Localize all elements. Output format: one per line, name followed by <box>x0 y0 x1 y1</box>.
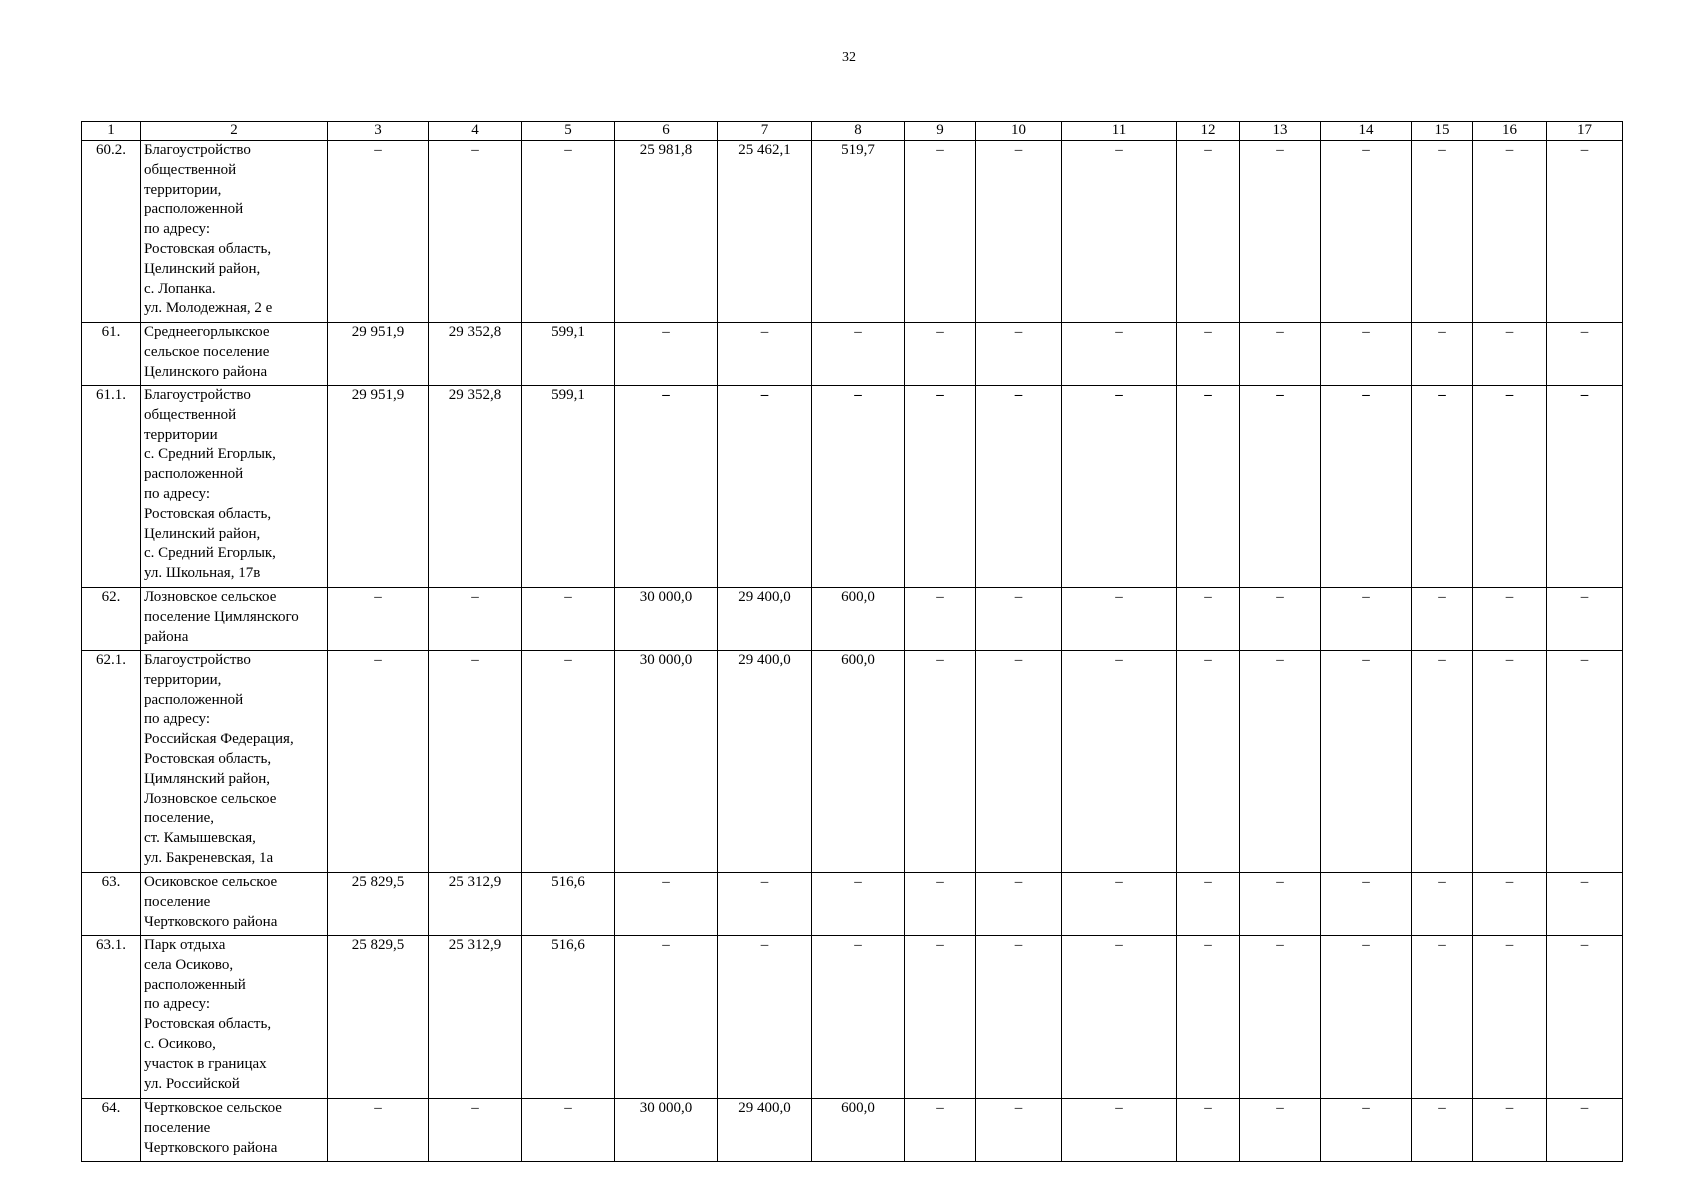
value-cell: 599,1 <box>522 323 615 386</box>
empty-value-cell: – <box>1473 588 1547 651</box>
empty-value-cell: – <box>1412 323 1473 386</box>
empty-value-cell: – <box>718 873 812 936</box>
value-cell: 519,7 <box>812 141 905 323</box>
empty-value-cell: – <box>1062 386 1177 588</box>
empty-value-cell: – <box>615 386 718 588</box>
empty-value-cell: – <box>1177 588 1240 651</box>
empty-value-cell: – <box>429 1099 522 1162</box>
empty-value-cell: – <box>1177 141 1240 323</box>
empty-value-cell: – <box>905 873 976 936</box>
row-number-cell: 61. <box>82 323 141 386</box>
empty-value-cell: – <box>1321 588 1412 651</box>
empty-value-cell: – <box>905 141 976 323</box>
table-row <box>82 936 1623 1099</box>
row-name-cell: Благоустройство территории, расположенной по адресу: Российская Федерация, Ростовская область, Цимлянский район, Лозновское сельское поселение, ст. Камышевская, ул. Бакреневская, 1а <box>141 651 328 873</box>
value-cell: 25 829,5 <box>328 873 429 936</box>
table-row <box>82 1099 1623 1162</box>
empty-value-cell: – <box>522 141 615 323</box>
empty-value-cell: – <box>1412 588 1473 651</box>
column-header: 8 <box>812 122 905 141</box>
value-cell: 29 400,0 <box>718 651 812 873</box>
empty-value-cell: – <box>1177 873 1240 936</box>
empty-value-cell: – <box>976 386 1062 588</box>
empty-value-cell: – <box>718 386 812 588</box>
value-cell: 25 829,5 <box>328 936 429 1099</box>
empty-value-cell: – <box>976 323 1062 386</box>
empty-value-cell: – <box>1062 873 1177 936</box>
empty-value-cell: – <box>1062 141 1177 323</box>
empty-value-cell: – <box>1473 386 1547 588</box>
empty-value-cell: – <box>1473 936 1547 1099</box>
page-number: 32 <box>842 50 856 65</box>
empty-value-cell: – <box>812 323 905 386</box>
empty-value-cell: – <box>522 588 615 651</box>
empty-value-cell: – <box>1321 141 1412 323</box>
empty-value-cell: – <box>1321 873 1412 936</box>
empty-value-cell: – <box>1473 141 1547 323</box>
row-number-cell: 62.1. <box>82 651 141 873</box>
empty-value-cell: – <box>812 386 905 588</box>
empty-value-cell: – <box>429 651 522 873</box>
value-cell: 25 981,8 <box>615 141 718 323</box>
row-name-cell: Благоустройство общественной территории, расположенной по адресу: Ростовская область, Целинский район, с. Лопанка. ул. Молодежная, 2 е <box>141 141 328 323</box>
row-number-cell: 62. <box>82 588 141 651</box>
column-header: 11 <box>1062 122 1177 141</box>
empty-value-cell: – <box>718 323 812 386</box>
empty-value-cell: – <box>1473 873 1547 936</box>
budget-table <box>81 121 1623 1162</box>
empty-value-cell: – <box>1240 936 1321 1099</box>
empty-value-cell: – <box>812 873 905 936</box>
empty-value-cell: – <box>1547 588 1623 651</box>
empty-value-cell: – <box>328 651 429 873</box>
row-name-cell: Осиковское сельское поселение Чертковского района <box>141 873 328 936</box>
empty-value-cell: – <box>1321 936 1412 1099</box>
empty-value-cell: – <box>1177 323 1240 386</box>
empty-value-cell: – <box>976 936 1062 1099</box>
column-header: 9 <box>905 122 976 141</box>
value-cell: 25 462,1 <box>718 141 812 323</box>
empty-value-cell: – <box>718 936 812 1099</box>
empty-value-cell: – <box>1240 588 1321 651</box>
value-cell: 600,0 <box>812 1099 905 1162</box>
row-number-cell: 60.2. <box>82 141 141 323</box>
empty-value-cell: – <box>905 386 976 588</box>
value-cell: 29 400,0 <box>718 1099 812 1162</box>
empty-value-cell: – <box>1547 323 1623 386</box>
empty-value-cell: – <box>1412 386 1473 588</box>
column-header: 14 <box>1321 122 1412 141</box>
row-name-cell: Благоустройство общественной территории с. Средний Егорлык, расположенной по адресу: Ростовская область, Целинский район, с. Средний Егорлык, ул. Школьная, 17в <box>141 386 328 588</box>
empty-value-cell: – <box>1547 651 1623 873</box>
row-number-cell: 64. <box>82 1099 141 1162</box>
empty-value-cell: – <box>1412 141 1473 323</box>
empty-value-cell: – <box>429 141 522 323</box>
row-number-cell: 63. <box>82 873 141 936</box>
empty-value-cell: – <box>1547 1099 1623 1162</box>
column-header: 3 <box>328 122 429 141</box>
empty-value-cell: – <box>1412 651 1473 873</box>
empty-value-cell: – <box>328 588 429 651</box>
empty-value-cell: – <box>1473 323 1547 386</box>
row-number-cell: 63.1. <box>82 936 141 1099</box>
empty-value-cell: – <box>1412 873 1473 936</box>
empty-value-cell: – <box>615 873 718 936</box>
row-number-cell: 61.1. <box>82 386 141 588</box>
empty-value-cell: – <box>328 141 429 323</box>
value-cell: 600,0 <box>812 651 905 873</box>
column-header: 4 <box>429 122 522 141</box>
empty-value-cell: – <box>1177 936 1240 1099</box>
empty-value-cell: – <box>1321 1099 1412 1162</box>
value-cell: 516,6 <box>522 873 615 936</box>
empty-value-cell: – <box>328 1099 429 1162</box>
row-name-cell: Парк отдыха села Осиково, расположенный по адресу: Ростовская область, с. Осиково, участок в границах ул. Российской <box>141 936 328 1099</box>
value-cell: 25 312,9 <box>429 873 522 936</box>
empty-value-cell: – <box>1412 936 1473 1099</box>
column-header: 17 <box>1547 122 1623 141</box>
empty-value-cell: – <box>1473 1099 1547 1162</box>
empty-value-cell: – <box>1240 1099 1321 1162</box>
value-cell: 29 951,9 <box>328 323 429 386</box>
row-name-cell: Лозновское сельское поселение Цимлянского района <box>141 588 328 651</box>
empty-value-cell: – <box>1062 323 1177 386</box>
table-row <box>82 141 1623 323</box>
value-cell: 516,6 <box>522 936 615 1099</box>
empty-value-cell: – <box>1177 386 1240 588</box>
empty-value-cell: – <box>905 588 976 651</box>
empty-value-cell: – <box>1412 1099 1473 1162</box>
table-body <box>82 141 1623 1162</box>
table-row <box>82 873 1623 936</box>
column-header: 16 <box>1473 122 1547 141</box>
value-cell: 29 352,8 <box>429 386 522 588</box>
empty-value-cell: – <box>1547 386 1623 588</box>
empty-value-cell: – <box>1062 651 1177 873</box>
column-header: 1 <box>82 122 141 141</box>
column-header: 7 <box>718 122 812 141</box>
empty-value-cell: – <box>1062 588 1177 651</box>
column-header: 15 <box>1412 122 1473 141</box>
empty-value-cell: – <box>976 588 1062 651</box>
value-cell: 29 352,8 <box>429 323 522 386</box>
empty-value-cell: – <box>522 651 615 873</box>
table-row <box>82 323 1623 386</box>
empty-value-cell: – <box>1062 1099 1177 1162</box>
value-cell: 30 000,0 <box>615 588 718 651</box>
column-header: 12 <box>1177 122 1240 141</box>
table-row <box>82 651 1623 873</box>
empty-value-cell: – <box>905 323 976 386</box>
empty-value-cell: – <box>976 651 1062 873</box>
column-header: 10 <box>976 122 1062 141</box>
empty-value-cell: – <box>905 1099 976 1162</box>
table-row <box>82 386 1623 588</box>
empty-value-cell: – <box>1240 651 1321 873</box>
value-cell: 29 951,9 <box>328 386 429 588</box>
empty-value-cell: – <box>1321 323 1412 386</box>
table-header <box>82 122 1623 141</box>
empty-value-cell: – <box>1547 873 1623 936</box>
empty-value-cell: – <box>1473 651 1547 873</box>
empty-value-cell: – <box>522 1099 615 1162</box>
empty-value-cell: – <box>1062 936 1177 1099</box>
empty-value-cell: – <box>812 936 905 1099</box>
value-cell: 599,1 <box>522 386 615 588</box>
table-row <box>82 588 1623 651</box>
empty-value-cell: – <box>976 1099 1062 1162</box>
value-cell: 600,0 <box>812 588 905 651</box>
column-number-row <box>82 122 1623 141</box>
empty-value-cell: – <box>1321 386 1412 588</box>
empty-value-cell: – <box>1177 1099 1240 1162</box>
value-cell: 30 000,0 <box>615 651 718 873</box>
row-name-cell: Среднеегорлыкское сельское поселение Целинского района <box>141 323 328 386</box>
empty-value-cell: – <box>1240 386 1321 588</box>
row-name-cell: Чертковское сельское поселение Чертковского района <box>141 1099 328 1162</box>
column-header: 2 <box>141 122 328 141</box>
empty-value-cell: – <box>1547 936 1623 1099</box>
empty-value-cell: – <box>1240 873 1321 936</box>
column-header: 13 <box>1240 122 1321 141</box>
empty-value-cell: – <box>976 141 1062 323</box>
empty-value-cell: – <box>615 936 718 1099</box>
empty-value-cell: – <box>1240 141 1321 323</box>
empty-value-cell: – <box>1177 651 1240 873</box>
empty-value-cell: – <box>905 936 976 1099</box>
value-cell: 30 000,0 <box>615 1099 718 1162</box>
empty-value-cell: – <box>1321 651 1412 873</box>
empty-value-cell: – <box>615 323 718 386</box>
empty-value-cell: – <box>905 651 976 873</box>
empty-value-cell: – <box>1547 141 1623 323</box>
empty-value-cell: – <box>976 873 1062 936</box>
value-cell: 29 400,0 <box>718 588 812 651</box>
value-cell: 25 312,9 <box>429 936 522 1099</box>
column-header: 6 <box>615 122 718 141</box>
empty-value-cell: – <box>1240 323 1321 386</box>
empty-value-cell: – <box>429 588 522 651</box>
column-header: 5 <box>522 122 615 141</box>
